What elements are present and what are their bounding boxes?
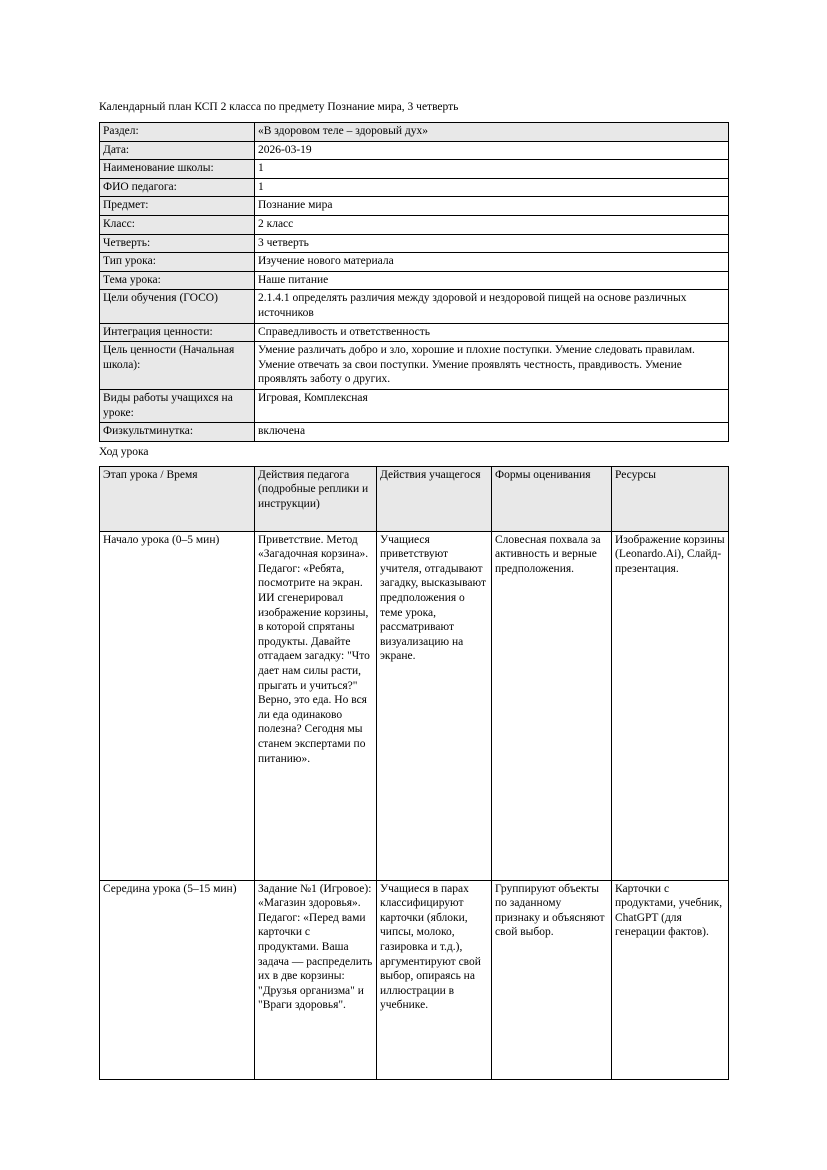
info-value: 2.1.4.1 определять различия между здоровой и нездоровой пищей на основе различных источников bbox=[255, 290, 729, 323]
table-row bbox=[100, 178, 729, 197]
info-label: Наименование школы: bbox=[100, 160, 255, 179]
table-row bbox=[100, 197, 729, 216]
info-value: «В здоровом теле – здоровый дух» bbox=[255, 123, 729, 142]
cell-assessment: Словесная похвала за активность и верные предположения. bbox=[492, 531, 612, 880]
table-header-row bbox=[100, 466, 729, 531]
table-row bbox=[100, 323, 729, 342]
info-label: Физкультминутка: bbox=[100, 423, 255, 442]
cell-student-actions: Учащиеся приветствуют учителя, отгадывают загадку, высказывают предположения о теме урока, рассматривают визуализацию на экране. bbox=[377, 531, 492, 880]
table-row bbox=[100, 215, 729, 234]
info-value: Наше питание bbox=[255, 271, 729, 290]
info-label: Цель ценности (Начальная школа): bbox=[100, 342, 255, 390]
table-row bbox=[100, 290, 729, 323]
column-header-student-actions: Действия учащегося bbox=[377, 466, 492, 531]
table-row bbox=[100, 880, 729, 1079]
info-label: Предмет: bbox=[100, 197, 255, 216]
info-label: ФИО педагога: bbox=[100, 178, 255, 197]
info-value: Изучение нового материала bbox=[255, 253, 729, 272]
document-body bbox=[99, 100, 728, 1080]
table-row bbox=[100, 423, 729, 442]
info-value: 1 bbox=[255, 160, 729, 179]
table-row bbox=[100, 253, 729, 272]
lesson-flow-table bbox=[99, 466, 729, 1080]
info-label: Интеграция ценности: bbox=[100, 323, 255, 342]
info-label: Дата: bbox=[100, 141, 255, 160]
cell-student-actions: Учащиеся в парах классифицируют карточки (яблоки, чипсы, молоко, газировка и т.д.), аргументируют свой выбор, опираясь на иллюстрации в учебнике. bbox=[377, 880, 492, 1079]
info-value: Игровая, Комплексная bbox=[255, 389, 729, 422]
info-label: Тип урока: bbox=[100, 253, 255, 272]
cell-teacher-actions: Приветствие. Метод «Загадочная корзина». Педагог: «Ребята, посмотрите на экран. ИИ сгенерировал изображение корзины, в которой спрятаны продукты. Давайте отгадаем загадку: "Что дает нам силы расти, прыгать и учиться?" Верно, это еда. Но вся ли еда одинаково полезна? Сегодня мы станем экспертами по питанию». bbox=[255, 531, 377, 880]
table-row bbox=[100, 160, 729, 179]
table-row bbox=[100, 342, 729, 390]
lesson-info-table bbox=[99, 122, 729, 442]
info-value: 3 четверть bbox=[255, 234, 729, 253]
info-value: 2 класс bbox=[255, 215, 729, 234]
table-row bbox=[100, 234, 729, 253]
column-header-resources: Ресурсы bbox=[612, 466, 729, 531]
table-row bbox=[100, 123, 729, 142]
table-row bbox=[100, 141, 729, 160]
column-header-assessment: Формы оценивания bbox=[492, 466, 612, 531]
cell-teacher-actions: Задание №1 (Игровое): «Магазин здоровья». Педагог: «Перед вами карточки с продуктами. Ваша задача — распределить их в две корзины: "Друзья организма" и "Враги здоровья". bbox=[255, 880, 377, 1079]
info-label: Цели обучения (ГОСО) bbox=[100, 290, 255, 323]
table-row bbox=[100, 271, 729, 290]
info-value: включена bbox=[255, 423, 729, 442]
section-caption-lesson-flow: Ход урока bbox=[99, 445, 149, 458]
cell-assessment: Группируют объекты по заданному признаку и объясняют свой выбор. bbox=[492, 880, 612, 1079]
cell-resources: Карточки с продуктами, учебник, ChatGPT (для генерации фактов). bbox=[612, 880, 729, 1079]
table-row bbox=[100, 389, 729, 422]
cell-stage: Середина урока (5–15 мин) bbox=[100, 880, 255, 1079]
info-value: Справедливость и ответственность bbox=[255, 323, 729, 342]
column-header-teacher-actions: Действия педагога (подробные реплики и инструкции) bbox=[255, 466, 377, 531]
info-value: 2026-03-19 bbox=[255, 141, 729, 160]
column-header-stage: Этап урока / Время bbox=[100, 466, 255, 531]
table-row bbox=[100, 531, 729, 880]
info-value: Познание мира bbox=[255, 197, 729, 216]
cell-stage: Начало урока (0–5 мин) bbox=[100, 531, 255, 880]
info-label: Тема урока: bbox=[100, 271, 255, 290]
page-title: Календарный план КСП 2 класса по предмету Познание мира, 3 четверть bbox=[99, 101, 459, 113]
info-label: Четверть: bbox=[100, 234, 255, 253]
info-label: Виды работы учащихся на уроке: bbox=[100, 389, 255, 422]
info-value: Умение различать добро и зло, хорошие и плохие поступки. Умение следовать правилам. Умение отвечать за свои поступки. Умение проявлять честность, правдивость. Умение проявлять заботу о других. bbox=[255, 342, 729, 390]
info-value: 1 bbox=[255, 178, 729, 197]
cell-resources: Изображение корзины (Leonardo.Ai), Слайд-презентация. bbox=[612, 531, 729, 880]
info-label: Раздел: bbox=[100, 123, 255, 142]
info-label: Класс: bbox=[100, 215, 255, 234]
